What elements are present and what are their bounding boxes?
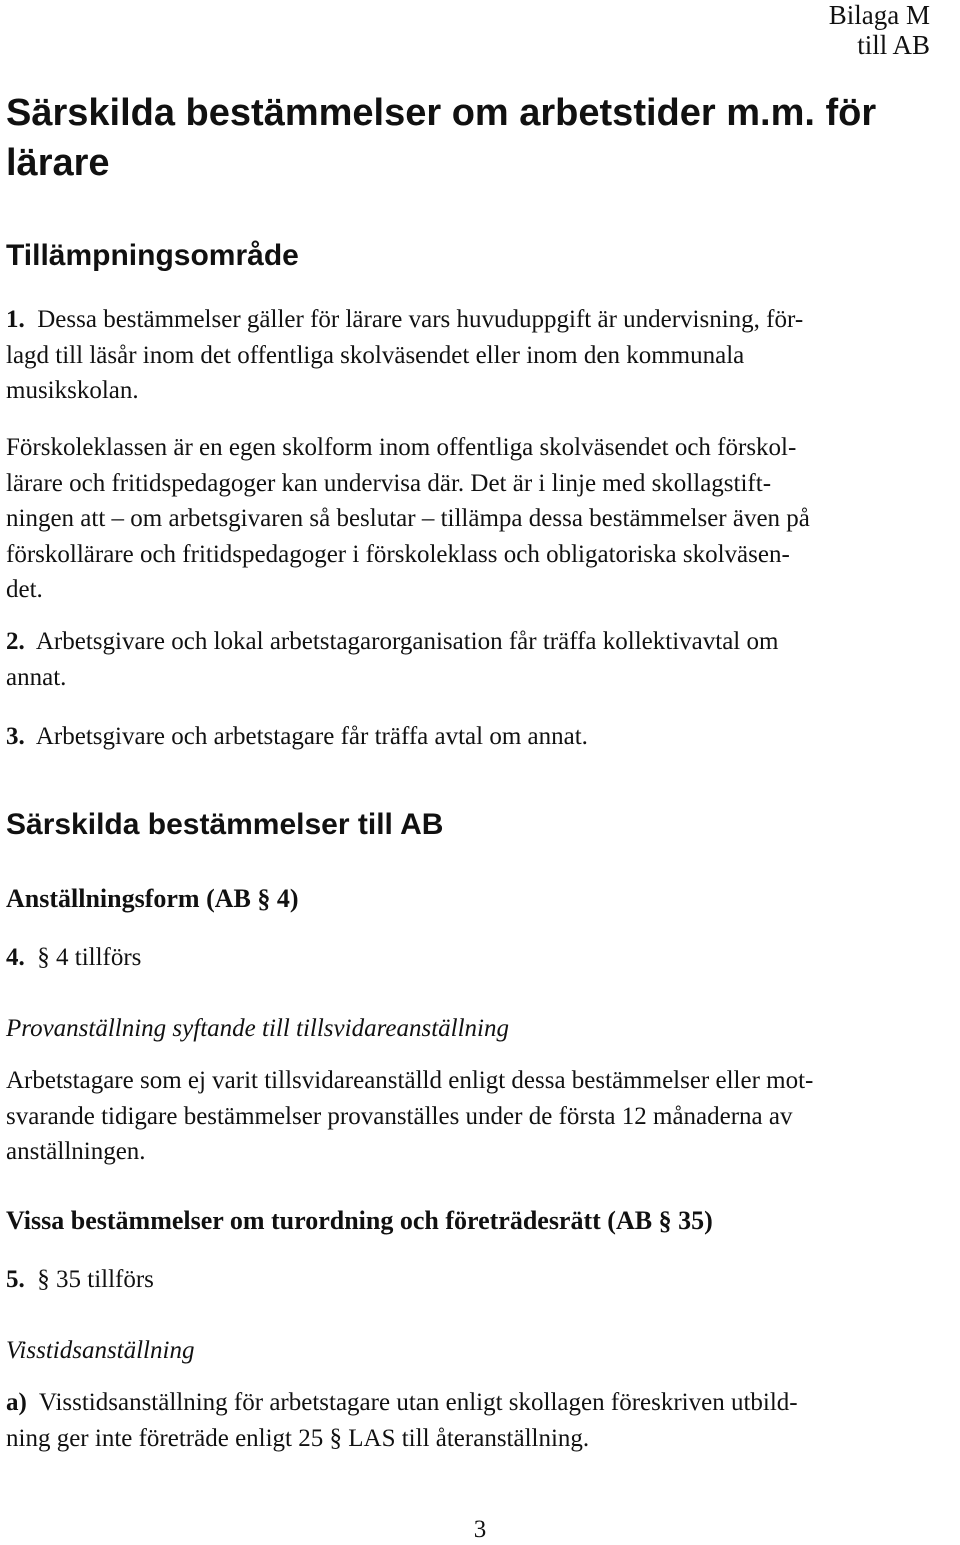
subsection-heading-turordning: Vissa bestämmelser om turordning och företrädesrätt (AB § 35) [6,1206,713,1235]
list-item-label: a) [6,1389,27,1416]
paragraph-line: musikskolan. [6,377,139,404]
paragraph-line: anställningen. [6,1138,146,1165]
appendix-label [829,0,930,60]
document-title [6,88,906,188]
paragraph-line: Arbetstagare som ej varit tillsvidareanställd enligt dessa bestämmelser eller mot- [6,1067,814,1094]
paragraph-line: a) Visstidsanställning för arbetstagare utan enligt skollagen föreskriven utbild- [6,1389,798,1416]
paragraph-4 [6,940,954,976]
appendix-line-1: Bilaga M [828,0,930,30]
paragraph-5 [6,1262,954,1298]
paragraph-line: ning ger inte företräde enligt 25 § LAS till återanställning. [6,1424,590,1452]
paragraph-1-continued [6,430,954,608]
list-item-a [6,1385,954,1456]
paragraph-3 [6,719,954,755]
paragraph-2 [6,624,954,695]
subheading-provanstallning: Provanställning syftande till tillsvidareanställning [6,1015,509,1042]
paragraph-line: lagd till läsår inom det offentliga skolväsendet eller inom den kommunala [6,341,745,369]
paragraph-line: 2. Arbetsgivare och lokal arbetstagarorganisation får träffa kollektivavtal om [6,628,779,655]
appendix-line-2: till AB [857,30,930,60]
paragraph-line: annat. [6,663,67,691]
paragraph-line: förskollärare och fritidspedagoger i förskoleklass och obligatoriska skolväsen- [6,540,790,568]
page-number: 3 [473,1516,487,1543]
title-line-2: lärare [6,142,110,184]
paragraph-1 [6,302,954,409]
paragraph-line: 3. Arbetsgivare och arbetstagare får träffa avtal om annat. [6,723,588,750]
paragraph-line: ningen att – om arbetsgivaren så beslutar – tillämpa dessa bestämmelser även på [6,505,810,532]
section-heading-tillampningsomrade: Tillämpningsområde [6,239,299,272]
paragraph-number: 5. [6,1266,25,1293]
paragraph-line: 4. § 4 tillförs [6,944,142,971]
paragraph-number: 4. [6,944,25,971]
subheading-visstidsanstallning: Visstidsanställning [6,1337,195,1364]
paragraph-number: 1. [6,306,25,333]
paragraph-number: 3. [6,723,25,750]
section-heading-sarskilda-bestammelser: Särskilda bestämmelser till AB [6,808,444,841]
title-line-1: Särskilda bestämmelser om arbetstider m.m. för [6,92,877,134]
paragraph-line: svarande tidigare bestämmelser provanställes under de första 12 månaderna av [6,1102,793,1130]
paragraph-number: 2. [6,628,25,655]
paragraph-line: lärare och fritidspedagoger kan undervisa där. Det är i linje med skollagstift- [6,469,772,497]
paragraph-line: det. [6,576,43,603]
paragraph-provanstallning [6,1063,954,1170]
paragraph-line: 1. Dessa bestämmelser gäller för lärare vars huvuduppgift är undervisning, för- [6,306,804,333]
paragraph-line: Förskoleklassen är en egen skolform inom offentliga skolväsendet och förskol- [6,434,797,461]
subsection-heading-anstallningsform: Anställningsform (AB § 4) [6,884,299,913]
paragraph-line: 5. § 35 tillförs [6,1266,154,1293]
